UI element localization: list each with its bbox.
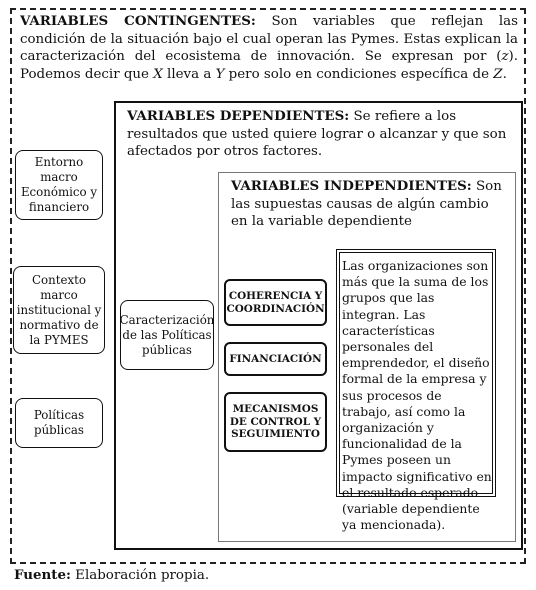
contingent-text-part: lleva a: [162, 66, 216, 82]
independent-variables-text: [231, 178, 509, 231]
contingent-variables-title: VARIABLES CONTINGENTES:: [20, 13, 256, 29]
inner-box-coherence-coordination: COHERENCIA Y COORDINACIÓN: [224, 279, 327, 326]
contingent-text-part: pero solo en condiciones específica de: [224, 66, 494, 82]
left-box-macro-environment: Entorno macro Económico y financiero: [15, 150, 103, 220]
middle-box-policy-characterization: Caracterización de las Políticas públicas: [120, 300, 214, 370]
source-text: Elaboración propia.: [70, 568, 210, 583]
variable-x: X: [153, 66, 163, 82]
dependent-variables-title: VARIABLES DEPENDIENTES:: [127, 108, 350, 124]
contingent-text-part: .: [502, 66, 507, 82]
dependent-variables-description: Se refiere a los resultados que usted quiere lograr o alcanzar y que son afectados por otros factores.: [127, 109, 507, 159]
organizations-description: Las organizaciones son más que la suma de los grupos que las integran. Las características personales del emprendedor, el diseño formal de la empresa y sus procesos de trabajo, así como la organización y funcionalidad de la Pymes poseen un impacto significativo en el resultado esperado (variable dependiente ya mencionada).: [342, 258, 492, 533]
inner-box-control-mechanisms: MECANISMOS DE CONTROL Y SEGUIMIENTO: [224, 392, 327, 452]
contingent-text-part: ). Podemos decir que: [20, 49, 518, 82]
left-box-institutional-context: Contexto marco institucional y normativo de la PYMES: [13, 266, 105, 354]
independent-variables-title: VARIABLES INDEPENDIENTES:: [231, 178, 472, 194]
contingent-variables-text: [20, 13, 518, 83]
dependent-variables-text: [127, 108, 512, 161]
left-box-public-policies: Políticas públicas: [15, 398, 103, 448]
source-label: Fuente:: [14, 567, 71, 583]
variable-y: Y: [215, 66, 225, 82]
variable-z: Z: [493, 66, 503, 82]
variable-z: z: [501, 49, 509, 64]
inner-box-financing: FINANCIACIÓN: [224, 342, 327, 376]
source-note: [14, 567, 209, 583]
independent-variables-description: Son las supuestas causas de algún cambio en la variable dependiente: [231, 179, 502, 229]
contingent-text-part: Son variables que reflejan las condición de la situación bajo el cual operan las Pymes. Estas explican la caracterización del ecosistema de innovación. Se expresan por (: [20, 14, 518, 64]
